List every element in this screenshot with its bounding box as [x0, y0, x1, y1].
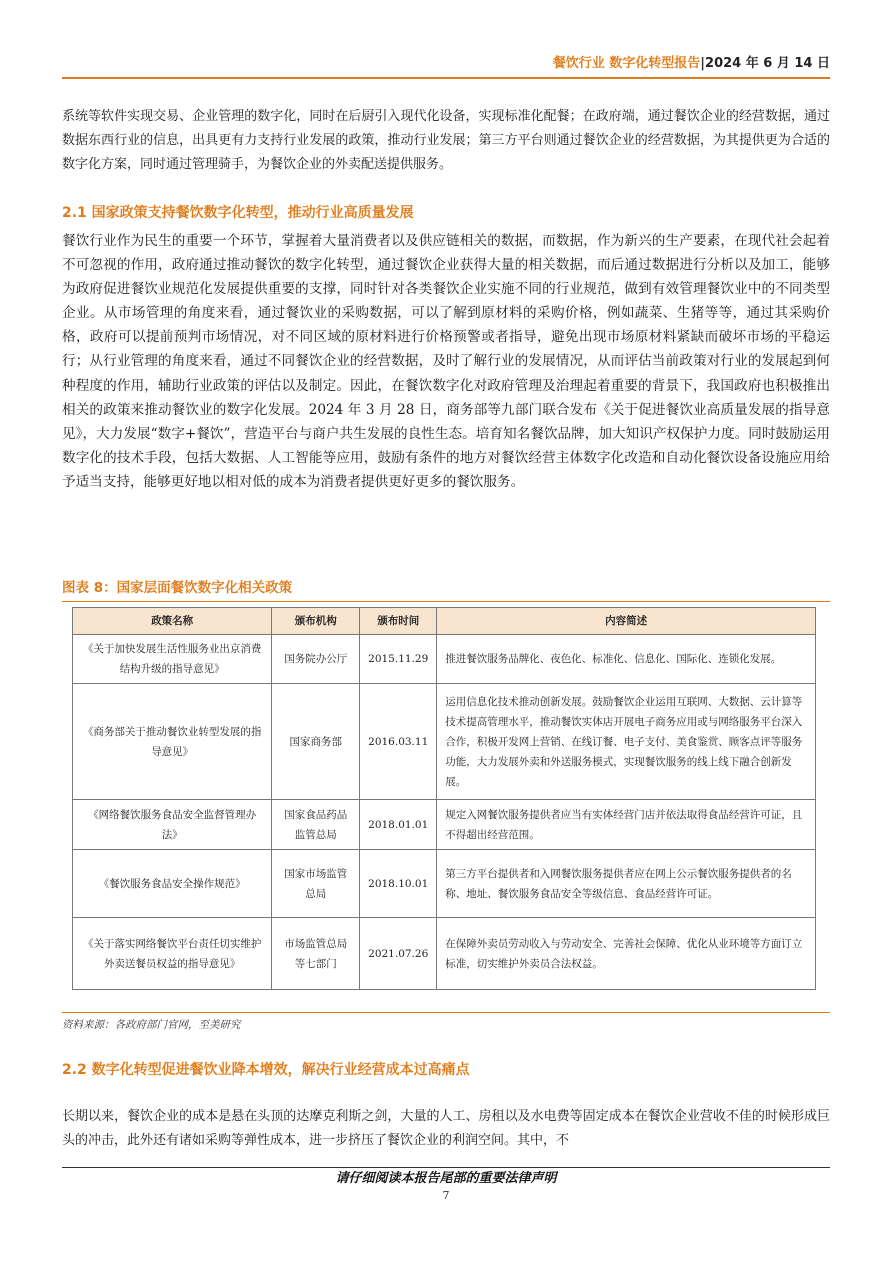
policy-name-cell: 《商务部关于推动餐饮业转型发展的指导意见》: [73, 684, 272, 800]
page-number: 7: [442, 1189, 450, 1202]
section-2-2-body: 长期以来，餐饮企业的成本是悬在头顶的达摩克利斯之剑，大量的人工、房租以及水电费等固定成本在餐饮企业营收不佳的时候形成巨头的冲击，此外还有诸如采购等弹性成本，进一步挤压了餐饮企业的利润空间。其中，不: [62, 1109, 830, 1148]
figure-title: 图表 8：国家层面餐饮数字化相关政策: [62, 580, 293, 596]
header-rule: [62, 77, 830, 79]
agency-cell: 国家食品药品监管总局: [272, 800, 360, 850]
date-cell: 2016.03.11: [360, 684, 437, 800]
table-row: [73, 684, 816, 800]
policy-name-cell: 《关于加快发展生活性服务业出京消费结构升级的指导意见》: [73, 635, 272, 684]
intro-paragraph: 系统等软件实现交易、企业管理的数字化，同时在后厨引入现代化设备，实现标准化配餐；在政府端，通过餐饮企业的经营数据，通过数据东西行业的信息，出具更有力支持行业发展的政策，推动行业发展；第三方平台则通过餐饮企业的经营数据，为其提供更为合适的数字化方案，同时通过管理骑手，为餐饮企业的外卖配送提供服务。: [62, 109, 830, 172]
policy-name-cell: 《网络餐饮服务食品安全监督管理办法》: [73, 800, 272, 850]
agency-cell: 国家商务部: [272, 684, 360, 800]
agency-cell: 国务院办公厅: [272, 635, 360, 684]
column-header-policy-name: 政策名称: [73, 608, 272, 635]
table-row: [73, 850, 816, 918]
date-cell: 2021.07.26: [360, 918, 437, 990]
policy-name-cell: 《关于落实网络餐饮平台责任切实维护外卖送餐员权益的指导意见》: [73, 918, 272, 990]
column-header-agency: 颁布机构: [272, 608, 360, 635]
policy-table: [72, 607, 816, 990]
table-header-row: [73, 608, 816, 635]
date-cell: 2015.11.29: [360, 635, 437, 684]
table-row: [73, 635, 816, 684]
header-industry: 餐饮行业: [552, 56, 605, 71]
section-2-2-title: 2.2 数字化转型促进餐饮业降本增效，解决行业经营成本过高痛点: [62, 1062, 470, 1078]
report-header: [62, 52, 830, 76]
figure-top-rule: [62, 601, 830, 602]
summary-cell: 运用信息化技术推动创新发展。鼓励餐饮企业运用互联网、大数据、云计算等技术提高管理水平，推动餐饮实体店开展电子商务应用或与网络服务平台深入合作，积极开发网上营销、在线订餐、电子支付、美食鉴赏、顾客点评等服务功能，大力发展外卖和外送服务模式，实现餐饮服务的线上线下融合创新发展。: [437, 684, 816, 800]
section-2-1-title: 2.1 国家政策支持餐饮数字化转型，推动行业高质量发展: [62, 205, 414, 221]
column-header-summary: 内容简述: [437, 608, 816, 635]
summary-cell: 推进餐饮服务品牌化、夜色化、标准化、信息化、国际化、连锁化发展。: [437, 635, 816, 684]
date-cell: 2018.10.01: [360, 850, 437, 918]
policy-name-cell: 《餐饮服务食品安全操作规范》: [73, 850, 272, 918]
table-row: [73, 800, 816, 850]
agency-cell: 市场监管总局等七部门: [272, 918, 360, 990]
column-header-date: 颁布时间: [360, 608, 437, 635]
figure-bottom-rule: [62, 1012, 830, 1013]
summary-cell: 在保障外卖员劳动收入与劳动安全、完善社会保障、优化从业环境等方面订立标准，切实维护外卖员合法权益。: [437, 918, 816, 990]
date-cell: 2018.01.01: [360, 800, 437, 850]
header-separator: |: [700, 56, 706, 71]
summary-cell: 规定入网餐饮服务提供者应当有实体经营门店并依法取得食品经营许可证，且不得超出经营范围。: [437, 800, 816, 850]
summary-cell: 第三方平台提供者和入网餐饮服务提供者应在网上公示餐饮服务提供者的名称、地址、餐饮服务食品安全等级信息、食品经营许可证。: [437, 850, 816, 918]
header-date: 2024 年 6 月 14 日: [705, 56, 830, 71]
figure-source-note: 资料来源：各政府部门官网，至美研究: [62, 1019, 241, 1031]
table-row: [73, 918, 816, 990]
header-report-title: 数字化转型报告: [609, 56, 701, 71]
agency-cell: 国家市场监管总局: [272, 850, 360, 918]
section-2-1-body: 餐饮行业作为民生的重要一个环节，掌握着大量消费者以及供应链相关的数据，而数据，作为新兴的生产要素，在现代社会起着不可忽视的作用，政府通过推动餐饮的数字化转型，通过餐饮企业获得大量的相关数据，而后通过数据进行分析以及加工，能够为政府促进餐饮业规范化发展提供重要的支撑，同时针对各类餐饮企业实施不同的行业规范，做到有效管理餐饮业中的不同类型企业。从市场管理的角度来看，通过餐饮业的采购数据，可以了解到原材料的采购价格，例如蔬菜、生猪等等，通过其采购价格，政府可以提前预判市场情况，对不同区域的原材料进行价格预警或者指导，避免出现市场原材料紧缺而破坏市场的平稳运行；从行业管理的角度来看，通过不同餐饮企业的经营数据，及时了解行业的发展情况，从而评估当前政策对行业的发展起到何种程度的作用，辅助行业政策的评估以及制定。因此，在餐饮数字化对政府管理及治理起着重要的背景下，我国政府也积极推出相关的政策来推动餐饮业的数字化发展。2024 年 3 月 28 日，商务部等九部门联合发布《关于促进餐饮业高质量发展的指导意见》，大力发展“数字+餐饮”，营造平台与商户共生发展的良性生态。培育知名餐饮品牌，加大知识产权保护力度。同时鼓励运用数字化的技术手段，包括大数据、人工智能等应用，鼓励有条件的地方对餐饮经营主体数字化改造和自动化餐饮设备设施应用给予适当支持，能够更好地以相对低的成本为消费者提供更好更多的餐饮服务。: [62, 233, 830, 490]
footer-disclaimer: 请仔细阅读本报告尾部的重要法律声明: [335, 1171, 557, 1186]
